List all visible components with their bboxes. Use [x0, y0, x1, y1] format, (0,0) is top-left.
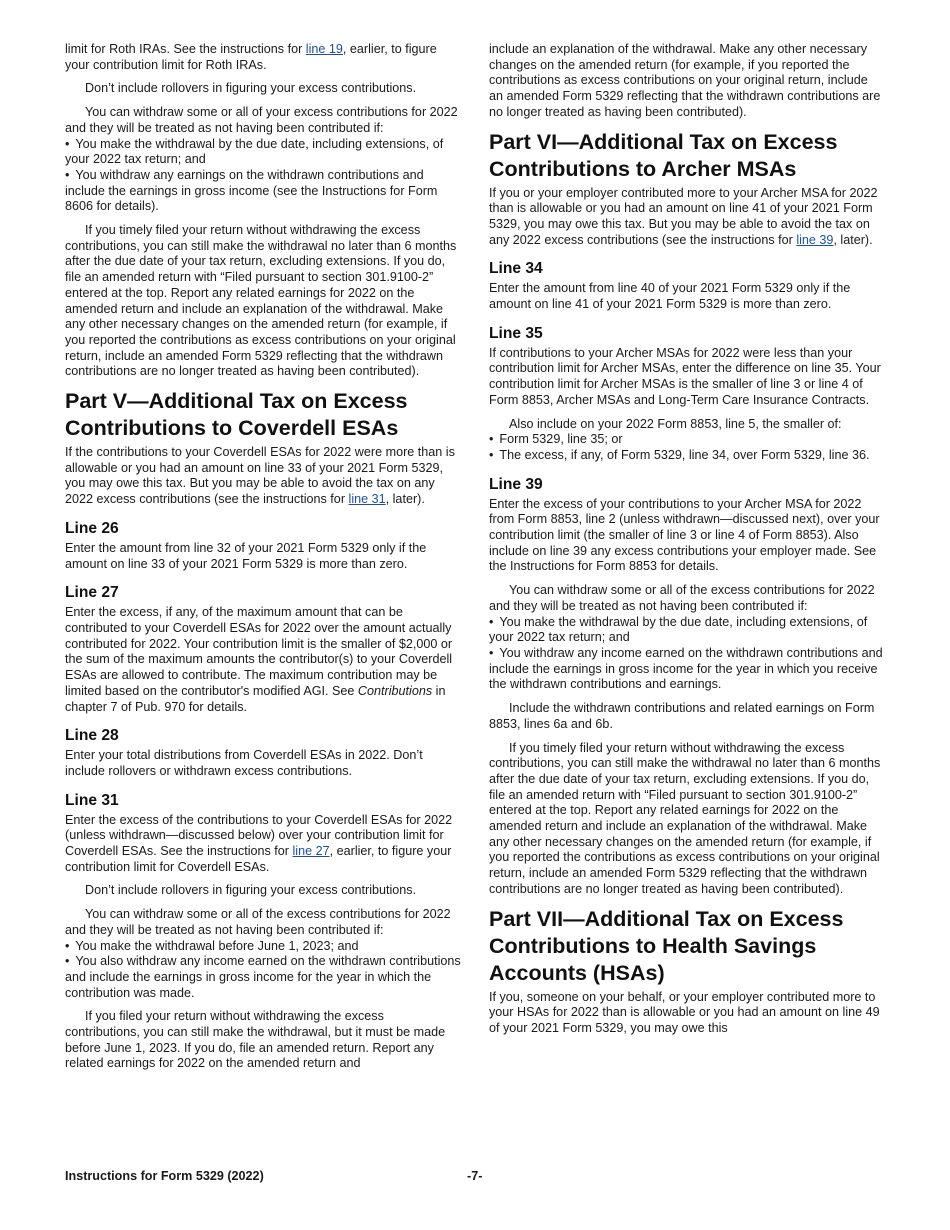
line-39-heading: Line 39 — [489, 475, 543, 493]
paragraph: You can withdraw some or all of the excess contributions for 2022 and they will be treated as not having been contributed if: — [489, 583, 875, 613]
paragraph: Enter the excess of your contributions to your Archer MSA for 2022 from Form 8853, line 2 (unless withdrawn—discussed next), over your contribution limit (the smaller of line 3 or line 4 of Form 8853). Also include on line 39 any excess contributions your employer made. See the Instructions for Form 8853 for details. — [489, 496, 880, 574]
line-28-heading: Line 28 — [65, 727, 119, 745]
bullet-item: • The excess, if any, of Form 5329, line 34, over Form 5329, line 36. — [489, 448, 885, 464]
left-column — [65, 42, 461, 1080]
bullet-item: • You make the withdrawal by the due date, including extensions, of your 2022 tax return; and — [489, 615, 885, 646]
line-27-link[interactable]: line 27 — [292, 844, 330, 859]
line-19-link[interactable]: line 19 — [305, 42, 343, 56]
bullet-item: • You withdraw any income earned on the withdrawn contributions and include the earnings in gross income for the year in which you receive the withdrawn contributions and earnings. — [489, 646, 885, 693]
bullet-item: • You withdraw any earnings on the withdrawn contributions and include the earnings in gross income (see the Instructions for Form 8606 for details). — [65, 168, 461, 215]
line-31-link[interactable]: line 31 — [348, 492, 386, 507]
paragraph: include an explanation of the withdrawal. Make any other necessary changes on the amended return (for example, if you reported the contributions as excess contributions on your original return, include an amended Form 5329 reflecting that the withdrawn contributions are no longer treated as having been contributed). — [489, 42, 881, 119]
paragraph: If you timely filed your return without withdrawing the excess contributions, you can still make the withdrawal no later than 6 months after the due date of your tax return, excluding extensions. If you do, file an amended return with “Filed pursuant to section 301.9100-2” entered at the top. Report any related earnings for 2022 on the amended return and include an explanation of the withdrawal. Make any other necessary changes on the amended return (for example, if you reported the contributions as excess contributions on your original return, include an amended Form 5329 reflecting that the withdrawn contributions are no longer treated as having been contributed). — [65, 223, 457, 379]
part-v-heading: Part V—Additional Tax on Excess Contributions to Coverdell ESAs — [65, 389, 408, 441]
part-vii-heading: Part VII—Additional Tax on Excess Contributions to Health Savings Accounts (HSAs) — [489, 906, 844, 985]
line-35-heading: Line 35 — [489, 324, 543, 342]
paragraph: Don’t include rollovers in figuring your excess contributions. — [85, 883, 417, 898]
bullet-item: • You also withdraw any income earned on the withdrawn contributions and include the earnings in gross income for the year in which the contribution was made. — [65, 954, 461, 1001]
paragraph: If the contributions to your Coverdell ESAs for 2022 were more than is allowable or you had an amount on line 33 of your 2021 Form 5329, you may owe this tax. But you may be able to avoid the tax on any 2022 excess contributions (see the instructions for line 31, later). — [65, 445, 455, 507]
paragraph: If you, someone on your behalf, or your employer contributed more to your HSAs for 2022 than is allowable or you had an amount on line 49 of your 2021 Form 5329, you may owe this — [489, 989, 880, 1035]
paragraph: Enter the amount from line 40 of your 2021 Form 5329 only if the amount on line 41 of your 2021 Form 5329 is more than zero. — [489, 281, 851, 312]
bullet-item: • You make the withdrawal by the due date, including extensions, of your 2022 tax return; and — [65, 137, 461, 168]
paragraph: You can withdraw some or all of the excess contributions for 2022 and they will be treated as not having been contributed if: — [65, 907, 451, 937]
paragraph: If you filed your return without withdrawing the excess contributions, you can still make the withdrawal, but it must be made before June 1, 2023. If you do, file an amended return. Report any related earnings for 2022 on the amended return and — [65, 1009, 446, 1071]
line-34-heading: Line 34 — [489, 260, 543, 278]
bullet-item: • Form 5329, line 35; or — [489, 432, 885, 448]
paragraph: You can withdraw some or all of your excess contributions for 2022 and they will be treated as not having been contributed if: — [65, 105, 458, 135]
paragraph: Don’t include rollovers in figuring your excess contributions. — [85, 81, 417, 96]
bullet-item: • You make the withdrawal before June 1, 2023; and — [65, 939, 461, 955]
paragraph: Enter your total distributions from Coverdell ESAs in 2022. Don’t include rollovers or withdrawn excess contributions. — [65, 748, 423, 778]
line-39-link[interactable]: line 39 — [796, 232, 834, 247]
footer-title: Instructions for Form 5329 (2022) — [65, 1169, 264, 1183]
paragraph: Include the withdrawn contributions and related earnings on Form 8853, lines 6a and 6b. — [489, 701, 875, 731]
paragraph: Enter the excess of the contributions to your Coverdell ESAs for 2022 (unless withdrawn—discussed below) over your contribution limit for Coverdell ESAs. See the instructions for line 27, earlier, to figure your contribution limit for Coverdell ESAs. — [65, 812, 453, 874]
right-column — [489, 42, 885, 1045]
paragraph: Enter the excess, if any, of the maximum amount that can be contributed to your Coverdell ESAs for 2022 over the amount actually contributed for 2022. Your contribution limit is the smaller of $2,000 or the sum of the maximum amounts the contributor(s) to your Coverdell ESAs are allowed to contribute. The maximum contribution may be limited based on the contributor's modified AGI. See Contributions in chapter 7 of Pub. 970 for details. — [65, 605, 453, 714]
line-26-heading: Line 26 — [65, 519, 119, 537]
paragraph: If you timely filed your return without withdrawing the excess contributions, you can still make the withdrawal no later than 6 months after the due date of your tax return, excluding extensions. If you do, file an amended return with “Filed pursuant to section 301.9100-2” entered at the top. Report any related earnings for 2022 on the amended return and include an explanation of the withdrawal. Make any other necessary changes on the amended return (for example, if you reported the contributions as excess contributions on your original return, include an amended Form 5329 reflecting that the withdrawn contributions are no longer treated as having been contributed). — [489, 740, 881, 896]
paragraph: Also include on your 2022 Form 8853, line 5, the smaller of: — [509, 416, 842, 431]
line-31-heading: Line 31 — [65, 791, 119, 809]
page-number: -7- — [467, 1169, 483, 1183]
paragraph: limit for Roth IRAs. See the instructions for line 19, earlier, to figure your contribution limit for Roth IRAs. — [65, 42, 437, 72]
paragraph: Enter the amount from line 32 of your 2021 Form 5329 only if the amount on line 33 of your 2021 Form 5329 is more than zero. — [65, 540, 427, 571]
paragraph: If you or your employer contributed more to your Archer MSA for 2022 than is allowable or you had an amount on line 41 of your 2021 Form 5329, you may owe this tax. But you may be able to avoid the tax on any 2022 excess contributions (see the instructions for line 39, later). — [489, 185, 878, 247]
line-27-heading: Line 27 — [65, 584, 119, 602]
paragraph: If contributions to your Archer MSAs for 2022 were less than your contribution limit for Archer MSAs, enter the difference on line 35. Your contribution limit for Archer MSAs is the smaller of line 3 or line 4 of Form 8853, Archer MSAs and Long-Term Care Insurance Contracts. — [489, 345, 881, 407]
part-vi-heading: Part VI—Additional Tax on Excess Contributions to Archer MSAs — [489, 129, 838, 181]
